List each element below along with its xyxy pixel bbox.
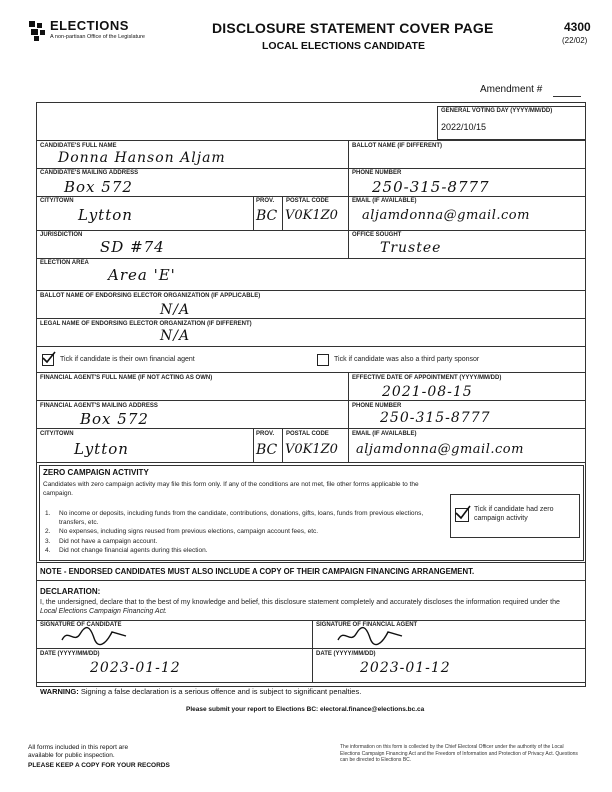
- endorsing-legal-name-value[interactable]: N/A: [160, 328, 191, 344]
- list-item: [43, 547, 443, 556]
- logo-subtext: A non-partisan Office of the Legislature: [50, 34, 145, 40]
- candidate-city-label: CITY/TOWN: [40, 198, 74, 204]
- agent-prov-label: PROV.: [256, 431, 275, 437]
- candidate-email-value[interactable]: aljamdonna@gmail.com: [362, 208, 530, 223]
- list-item: [43, 528, 443, 537]
- public-inspection-line-1: All forms included in this report are: [28, 744, 129, 751]
- agent-mailing-address-label: FINANCIAL AGENT'S MAILING ADDRESS: [40, 403, 158, 409]
- own-agent-checkbox[interactable]: [42, 354, 54, 366]
- third-party-label: Tick if candidate was also a third party sponsor: [334, 356, 480, 363]
- candidate-phone-value[interactable]: 250-315-8777: [372, 178, 490, 196]
- candidate-full-name-value[interactable]: Donna Hanson Aljam: [58, 150, 226, 166]
- warning-label: WARNING:: [40, 687, 79, 696]
- endorsing-ballot-name-label: BALLOT NAME OF ENDORSING ELECTOR ORGANIZATION (IF APPLICABLE): [40, 293, 261, 299]
- date-candidate-label: DATE (YYYY/MM/DD): [40, 651, 100, 657]
- zero-campaign-tick-label: Tick if candidate had zero campaign activity: [474, 506, 554, 522]
- logo: [28, 18, 158, 48]
- page-title: DISCLOSURE STATEMENT COVER PAGE: [212, 20, 494, 36]
- candidate-phone-label: PHONE NUMBER: [352, 170, 402, 176]
- candidate-postal-value[interactable]: V0K1Z0: [285, 208, 338, 223]
- privacy-notice: The information on this form is collected by the Chief Electoral Officer under the authority of the Local Elections Campaign Financing Act and the Freedom of Information and Protection of Privacy Act. Questions can be directed to Elections BC.: [340, 744, 578, 763]
- agent-postal-value[interactable]: V0K1Z0: [285, 442, 338, 457]
- submit-instruction: Please submit your report to Elections BC: electoral.finance@elections.bc.ca: [186, 706, 425, 713]
- list-item-number: 3.: [45, 537, 51, 545]
- agent-email-label: EMAIL (IF AVAILABLE): [352, 431, 417, 437]
- warning-text: Signing a false declaration is a serious offence and is subject to significant penalties.: [80, 687, 362, 696]
- agent-phone-label: PHONE NUMBER: [352, 403, 402, 409]
- agent-effective-date-label: EFFECTIVE DATE OF APPOINTMENT (YYYY/MM/DD): [352, 375, 502, 381]
- elections-logo-icon: [28, 20, 48, 42]
- zero-campaign-list: [43, 510, 443, 556]
- general-voting-day-value[interactable]: 2022/10/15: [441, 122, 487, 132]
- zero-campaign-intro: Candidates with zero campaign activity may file this form only. If any of the conditions are not met, file other forms applicable to the campaign.: [43, 481, 419, 497]
- agent-city-label: CITY/TOWN: [40, 431, 74, 437]
- agent-mailing-address-value[interactable]: Box 572: [80, 410, 149, 428]
- list-item: [43, 510, 443, 527]
- list-item-number: 4.: [45, 547, 51, 554]
- agent-phone-value[interactable]: 250-315-8777: [380, 410, 491, 426]
- warning: [40, 687, 361, 696]
- list-item-text: No expenses, including signs reused from previous elections, campaign account fees, etc.: [59, 528, 319, 535]
- general-voting-day-label: GENERAL VOTING DAY (YYYY/MM/DD): [441, 108, 553, 114]
- agent-prov-value[interactable]: BC: [256, 442, 278, 458]
- agent-effective-date-value[interactable]: 2021-08-15: [382, 384, 473, 400]
- candidate-postal-label: POSTAL CODE: [286, 198, 329, 204]
- list-item-number: 1.: [45, 510, 51, 517]
- agent-postal-label: POSTAL CODE: [286, 431, 329, 437]
- jurisdiction-value[interactable]: SD #74: [100, 238, 165, 256]
- list-item-text: Did not change financial agents during this election.: [59, 547, 208, 554]
- signature-candidate-label: SIGNATURE OF CANDIDATE: [40, 622, 122, 628]
- agent-city-value[interactable]: Lytton: [74, 440, 129, 458]
- amendment-label: Amendment #: [480, 84, 543, 95]
- date-candidate-value[interactable]: 2023-01-12: [90, 660, 181, 676]
- candidate-full-name-label: CANDIDATE'S FULL NAME: [40, 143, 117, 149]
- list-item-text: Did not have a campaign account.: [59, 537, 158, 545]
- jurisdiction-label: JURISDICTION: [40, 232, 83, 238]
- declaration-act-name: Local Elections Campaign Financing Act.: [40, 608, 167, 615]
- checkmark-icon: [42, 351, 56, 365]
- ballot-name-label: BALLOT NAME (IF DIFFERENT): [352, 143, 442, 149]
- candidate-prov-value[interactable]: BC: [256, 208, 278, 224]
- public-inspection-note: [28, 744, 128, 760]
- logo-text: ELECTIONS: [50, 18, 129, 33]
- checkmark-icon: [455, 505, 471, 521]
- list-item-number: 2.: [45, 528, 51, 535]
- third-party-checkbox[interactable]: [317, 354, 329, 366]
- candidate-email-label: EMAIL (IF AVAILABLE): [352, 198, 417, 204]
- form-number: 4300: [564, 20, 591, 34]
- signature-mark-icon: [336, 624, 406, 646]
- agent-email-value[interactable]: aljamdonna@gmail.com: [356, 442, 524, 457]
- form-revision: (22/02): [562, 36, 588, 45]
- page-subtitle: LOCAL ELECTIONS CANDIDATE: [262, 40, 425, 52]
- candidate-mailing-address-label: CANDIDATE'S MAILING ADDRESS: [40, 170, 139, 176]
- agent-full-name-label: FINANCIAL AGENT'S FULL NAME (IF NOT ACTING AS OWN): [40, 375, 213, 381]
- office-sought-label: OFFICE SOUGHT: [352, 232, 402, 238]
- declaration-title: DECLARATION:: [40, 587, 101, 596]
- candidate-prov-label: PROV.: [256, 198, 275, 204]
- zero-campaign-checkbox[interactable]: [455, 508, 469, 522]
- declaration-text-body: I, the undersigned, declare that to the best of my knowledge and belief, this disclosure statement completely and accurately discloses the information required under the: [40, 599, 560, 606]
- public-inspection-line-2: available for public inspection.: [28, 752, 115, 759]
- endorsing-ballot-name-value[interactable]: N/A: [160, 302, 191, 318]
- list-item: [43, 538, 443, 547]
- signature-candidate-field[interactable]: [60, 624, 130, 646]
- signature-mark-icon: [60, 624, 130, 646]
- election-area-label: ELECTION AREA: [40, 260, 89, 266]
- endorsed-note: NOTE - ENDORSED CANDIDATES MUST ALSO INCLUDE A COPY OF THEIR CAMPAIGN FINANCING ARRANGEMENT.: [40, 567, 475, 576]
- endorsing-legal-name-label: LEGAL NAME OF ENDORSING ELECTOR ORGANIZATION (IF DIFFERENT): [40, 321, 252, 327]
- keep-copy-note: PLEASE KEEP A COPY FOR YOUR RECORDS: [28, 762, 170, 769]
- candidate-city-value[interactable]: Lytton: [78, 206, 133, 224]
- list-item-text: No income or deposits, including funds from the candidate, contributions, donations, gifts, loans, funds from previous elections, transfers, etc.: [59, 510, 424, 526]
- amendment-field[interactable]: [553, 96, 581, 97]
- election-area-value[interactable]: Area 'E': [108, 266, 176, 284]
- zero-campaign-title: ZERO CAMPAIGN ACTIVITY: [43, 468, 149, 477]
- declaration-text: [40, 598, 575, 616]
- signature-agent-field[interactable]: [336, 624, 406, 646]
- date-agent-value[interactable]: 2023-01-12: [360, 660, 451, 676]
- own-agent-label: Tick if candidate is their own financial agent: [60, 356, 195, 363]
- candidate-mailing-address-value[interactable]: Box 572: [64, 178, 133, 196]
- date-agent-label: DATE (YYYY/MM/DD): [316, 651, 376, 657]
- office-sought-value[interactable]: Trustee: [380, 240, 442, 256]
- signature-agent-label: SIGNATURE OF FINANCIAL AGENT: [316, 622, 418, 628]
